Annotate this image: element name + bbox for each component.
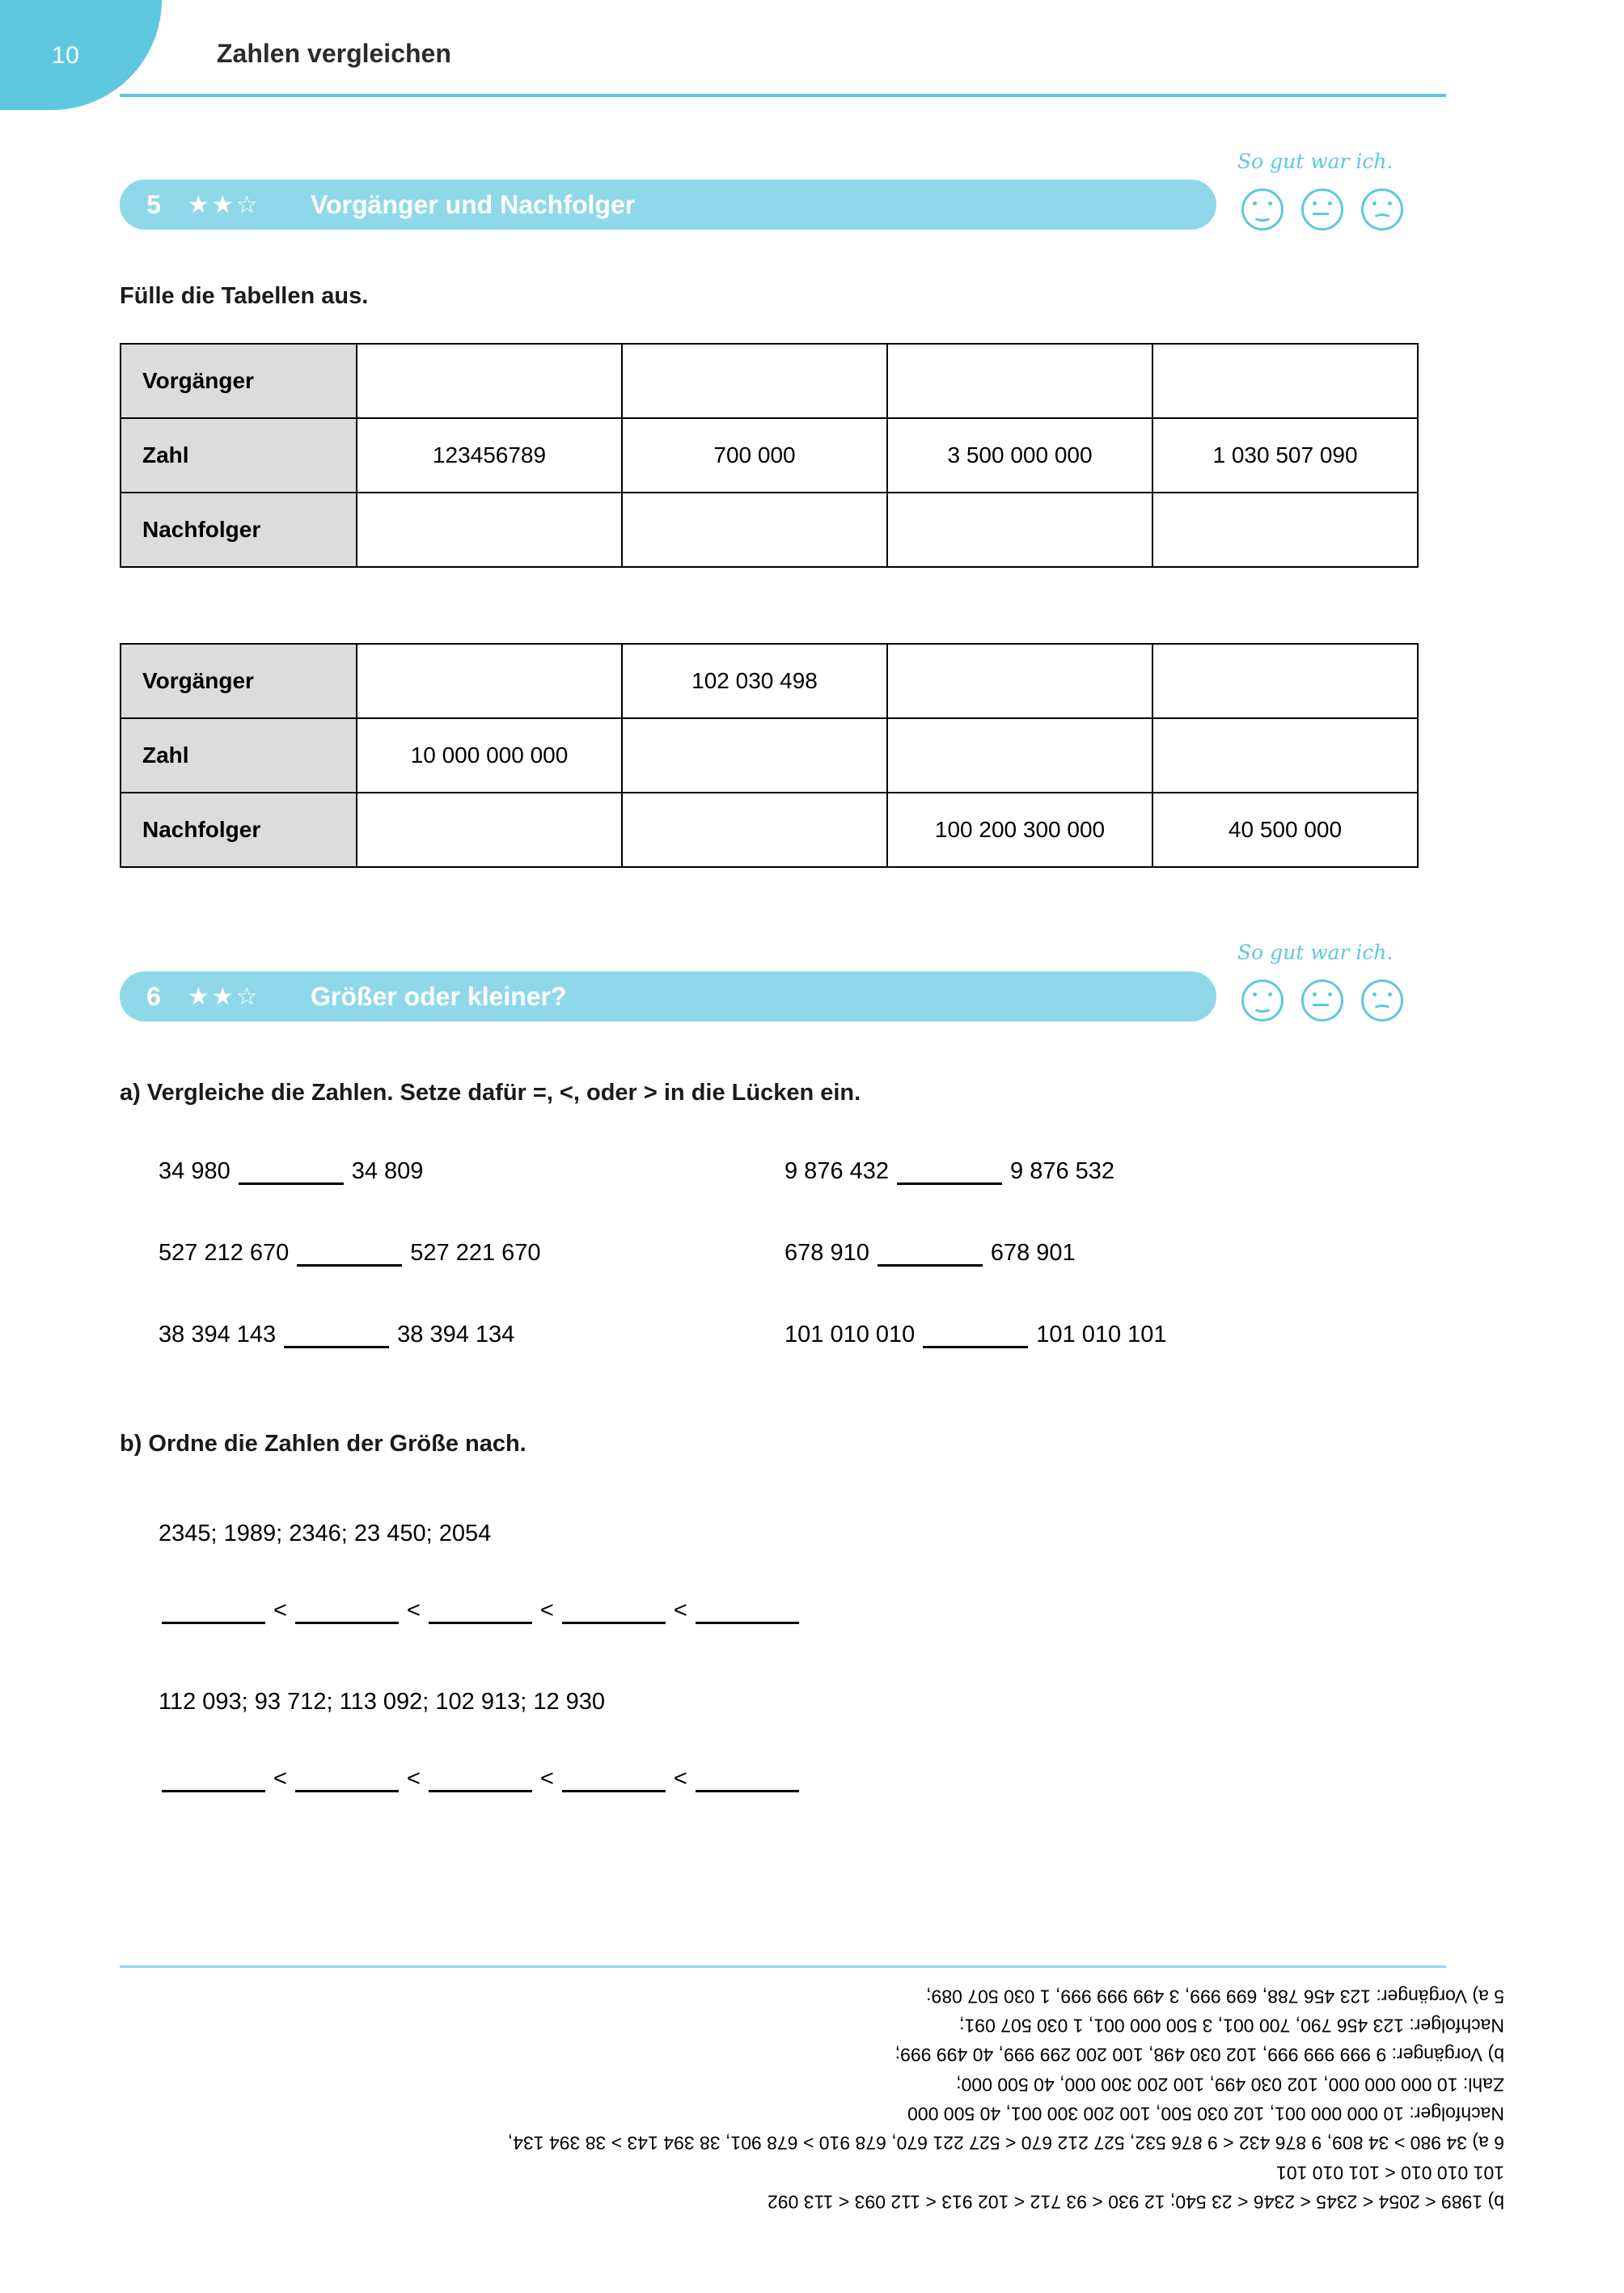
compare-row xyxy=(785,1158,1114,1185)
table-row xyxy=(121,493,1418,567)
compare-right-value: 38 394 134 xyxy=(397,1322,515,1347)
cell-input[interactable] xyxy=(887,644,1152,718)
compare-left-value: 101 010 010 xyxy=(785,1322,916,1347)
face-sad-icon[interactable] xyxy=(1361,188,1403,231)
cell-input[interactable] xyxy=(1152,344,1418,418)
order-blank[interactable] xyxy=(295,1769,399,1792)
order-blank[interactable] xyxy=(295,1601,399,1624)
cell-value: 123456789 xyxy=(357,418,622,493)
row-label-vorgaenger: Vorgänger xyxy=(121,644,357,718)
solutions-block xyxy=(178,1982,1504,2217)
exercise-5-banner xyxy=(120,180,1216,230)
table-row xyxy=(121,718,1418,793)
solution-line: 5 a) Vorgänger: 123 456 788, 699 999, 3 499 999 999, 1 030 507 089; xyxy=(926,1986,1504,2007)
face-neutral-icon[interactable] xyxy=(1301,979,1343,1022)
rating-label-6: So gut war ich. xyxy=(1237,941,1394,964)
header-divider xyxy=(120,94,1446,97)
compare-right-value: 527 221 670 xyxy=(410,1240,541,1266)
compare-blank[interactable] xyxy=(923,1325,1028,1348)
table-row xyxy=(121,344,1418,418)
order-blank[interactable] xyxy=(429,1769,532,1792)
face-happy-icon[interactable] xyxy=(1241,979,1284,1022)
cell-input[interactable] xyxy=(1152,493,1418,567)
page-title: Zahlen vergleichen xyxy=(217,39,451,68)
exercise-5-title: Vorgänger und Nachfolger xyxy=(311,189,636,219)
cell-input[interactable] xyxy=(357,344,622,418)
cell-value: 10 000 000 000 xyxy=(357,718,622,793)
face-happy-icon[interactable] xyxy=(1241,188,1284,231)
cell-value: 700 000 xyxy=(622,418,887,493)
compare-blank[interactable] xyxy=(284,1325,389,1348)
exercise-6-number: 6 xyxy=(146,981,161,1011)
number-set-2: 112 093; 93 712; 113 092; 102 913; 12 930 xyxy=(159,1689,606,1715)
row-label-zahl: Zahl xyxy=(121,418,357,493)
order-blank[interactable] xyxy=(429,1601,532,1624)
row-label-zahl: Zahl xyxy=(121,718,357,793)
face-neutral-icon[interactable] xyxy=(1301,188,1343,231)
compare-row xyxy=(159,1158,423,1185)
table-row xyxy=(121,418,1418,493)
order-blank[interactable] xyxy=(162,1601,265,1624)
cell-value: 3 500 000 000 xyxy=(887,418,1152,493)
order-blank[interactable] xyxy=(696,1769,799,1792)
rating-label-5: So gut war ich. xyxy=(1237,150,1394,173)
cell-input[interactable] xyxy=(357,793,622,867)
exercise-5-number: 5 xyxy=(146,189,161,219)
cell-input[interactable] xyxy=(622,344,887,418)
cell-input[interactable] xyxy=(887,493,1152,567)
exercise-6a-instruction: a) Vergleiche die Zahlen. Setze dafür =, <, oder > in die Lücken ein. xyxy=(120,1080,861,1106)
rating-faces-6[interactable] xyxy=(1241,979,1403,1022)
compare-right-value: 9 876 532 xyxy=(1010,1158,1115,1184)
compare-row xyxy=(785,1240,1076,1267)
exercise-5-instruction: Fülle die Tabellen aus. xyxy=(120,283,369,309)
solution-line: 101 010 010 < 101 010 101 xyxy=(1275,2162,1504,2184)
solution-line: Nachfolger: 10 000 000 001, 102 030 500, 100 200 300 001, 40 500 000 xyxy=(907,2103,1504,2125)
cell-value: 1 030 507 090 xyxy=(1152,418,1418,493)
cell-input[interactable] xyxy=(887,718,1152,793)
compare-left-value: 9 876 432 xyxy=(785,1158,890,1184)
solutions-divider xyxy=(120,1965,1446,1968)
table-row xyxy=(121,793,1418,867)
cell-input[interactable] xyxy=(1152,718,1418,793)
number-set-1: 2345; 1989; 2346; 23 450; 2054 xyxy=(159,1521,492,1546)
compare-right-value: 34 809 xyxy=(351,1158,424,1184)
cell-input[interactable] xyxy=(887,344,1152,418)
cell-input[interactable] xyxy=(622,793,887,867)
compare-left-value: 34 980 xyxy=(159,1158,230,1184)
order-blank[interactable] xyxy=(696,1601,799,1624)
order-answer-line-2: < < < < xyxy=(154,1766,807,1792)
page-number: 10 xyxy=(52,42,80,69)
cell-input[interactable] xyxy=(357,493,622,567)
face-sad-icon[interactable] xyxy=(1361,979,1403,1022)
rating-faces-5[interactable] xyxy=(1241,188,1403,231)
cell-input[interactable] xyxy=(1152,644,1418,718)
compare-row xyxy=(159,1322,514,1348)
solution-line: Zahl: 10 000 000 000, 102 030 499, 100 200 300 000, 40 500 000; xyxy=(956,2074,1504,2096)
row-label-nachfolger: Nachfolger xyxy=(121,793,357,867)
row-label-nachfolger: Nachfolger xyxy=(121,493,357,567)
exercise-6-banner xyxy=(120,971,1216,1022)
order-answer-line-1: < < < < xyxy=(154,1597,807,1624)
cell-input[interactable] xyxy=(622,718,887,793)
order-blank[interactable] xyxy=(562,1601,666,1624)
compare-right-value: 101 010 101 xyxy=(1036,1322,1167,1347)
compare-row xyxy=(785,1322,1167,1348)
compare-left-value: 527 212 670 xyxy=(159,1240,290,1266)
compare-left-value: 38 394 143 xyxy=(159,1322,277,1347)
exercise-6b-instruction: b) Ordne die Zahlen der Größe nach. xyxy=(120,1431,527,1457)
cell-input[interactable] xyxy=(622,493,887,567)
compare-row xyxy=(159,1240,541,1267)
table-vorgaenger-nachfolger-1 xyxy=(120,343,1419,568)
compare-right-value: 678 901 xyxy=(990,1240,1076,1266)
cell-value: 40 500 000 xyxy=(1152,793,1418,867)
exercise-5-difficulty: ★★☆ xyxy=(188,191,260,218)
cell-input[interactable] xyxy=(357,644,622,718)
exercise-6-difficulty: ★★☆ xyxy=(188,983,260,1010)
exercise-6-title: Größer oder kleiner? xyxy=(311,981,567,1011)
solution-line: Nachfolger: 123 456 790, 700 001, 3 500 000 001, 1 030 507 091; xyxy=(959,2015,1504,2037)
table-vorgaenger-nachfolger-2 xyxy=(120,643,1419,868)
solution-line: b) 1989 < 2054 < 2345 < 2346 < 23 540; 12 930 < 93 712 < 102 913 < 112 093 < 113 092 xyxy=(767,2191,1504,2213)
compare-blank[interactable] xyxy=(897,1161,1002,1185)
compare-blank[interactable] xyxy=(878,1243,983,1267)
cell-value: 100 200 300 000 xyxy=(887,793,1152,867)
compare-blank[interactable] xyxy=(297,1243,402,1267)
row-label-vorgaenger: Vorgänger xyxy=(121,344,357,418)
table-row xyxy=(121,644,1418,718)
order-blank[interactable] xyxy=(162,1769,265,1792)
compare-blank[interactable] xyxy=(239,1161,344,1185)
solution-line: b) Vorgänger: 9 999 999 999, 102 030 498, 100 200 299 999, 40 499 999; xyxy=(894,2044,1504,2066)
order-blank[interactable] xyxy=(562,1769,666,1792)
solution-line: 6 a) 34 980 > 34 809, 9 876 432 < 9 876 532, 527 212 670 < 527 221 670, 678 910 > 678 901, 38 394 143 > 38 394 134, xyxy=(507,2132,1504,2154)
compare-left-value: 678 910 xyxy=(785,1240,869,1266)
cell-value: 102 030 498 xyxy=(622,644,887,718)
